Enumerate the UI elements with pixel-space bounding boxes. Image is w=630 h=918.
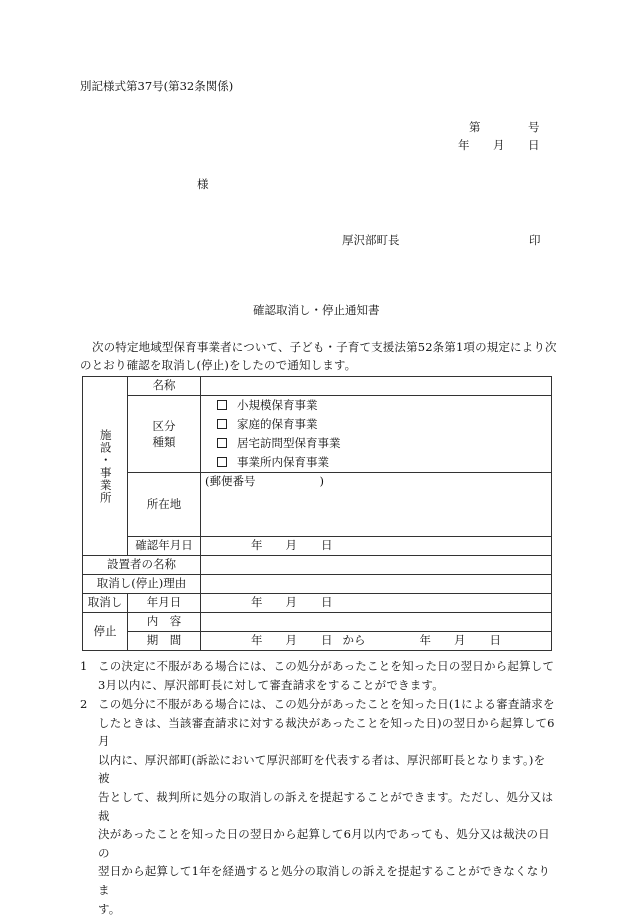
category-options bbox=[201, 396, 552, 473]
option-in-office[interactable] bbox=[201, 453, 551, 472]
name-field[interactable] bbox=[201, 377, 552, 396]
start-day-label: 日 bbox=[321, 633, 333, 648]
founder-field[interactable] bbox=[201, 556, 552, 575]
option-label: 小規模保育事業 bbox=[237, 398, 318, 412]
row-confirm-date bbox=[83, 537, 552, 556]
form-id: 別記様式第37号(第32条関係) bbox=[80, 79, 234, 93]
period-label: 期 間 bbox=[128, 632, 201, 651]
month-label: 月 bbox=[285, 595, 297, 610]
reason-label: 取消し(停止)理由 bbox=[83, 575, 201, 594]
day-label: 日 bbox=[321, 595, 333, 610]
note-line: したときは、当該審査請求に対する裁決があったことを知った日)の翌日から起算して6月 bbox=[98, 715, 555, 749]
confirm-date-field[interactable] bbox=[201, 537, 552, 556]
category-label: 区分 bbox=[152, 419, 176, 433]
row-cancel bbox=[83, 594, 552, 613]
note-line: 決があったことを知った日の翌日から起算して6月以内であっても、処分又は裁決の日の bbox=[98, 827, 550, 860]
seal-mark: 印 bbox=[529, 233, 541, 247]
start-month-label: 月 bbox=[285, 633, 297, 648]
from-label: から bbox=[342, 633, 366, 648]
note-number: 2 bbox=[80, 697, 88, 711]
intro-line-1: 次の特定地域型保育事業者について、子ども・子育て支援法第52条第1項の規定により次 bbox=[92, 340, 557, 354]
date-year-label: 年 bbox=[458, 138, 470, 152]
suspend-content-field[interactable] bbox=[201, 613, 552, 632]
row-suspend-content bbox=[83, 613, 552, 632]
start-year-label: 年 bbox=[251, 633, 263, 648]
option-label: 家庭的保育事業 bbox=[237, 417, 318, 431]
category-label-cell bbox=[128, 396, 201, 473]
intro-line-2: のとおり確認を取消し(停止)をしたので通知します。 bbox=[80, 358, 357, 372]
checkbox-icon[interactable] bbox=[217, 438, 227, 448]
cancel-label: 取消し bbox=[83, 594, 128, 613]
month-label: 月 bbox=[285, 538, 297, 553]
row-name bbox=[83, 377, 552, 396]
suspend-label: 停止 bbox=[83, 613, 128, 651]
option-label: 事業所内保育事業 bbox=[237, 455, 329, 469]
note-1 bbox=[80, 657, 555, 694]
note-number: 1 bbox=[80, 659, 88, 673]
row-suspend-period bbox=[83, 632, 552, 651]
cancel-date-label: 年月日 bbox=[128, 594, 201, 613]
end-year-label: 年 bbox=[419, 633, 431, 648]
option-family[interactable] bbox=[201, 415, 551, 434]
note-line: 告として、裁判所に処分の取消しの訴えを提起することができます。ただし、処分又は裁 bbox=[98, 789, 554, 823]
end-month-label: 月 bbox=[454, 633, 466, 648]
option-label: 居宅訪問型保育事業 bbox=[237, 436, 341, 450]
facility-label: 施設・事業所 bbox=[98, 428, 113, 504]
address-field[interactable] bbox=[201, 473, 552, 537]
note-line: 以内に、厚沢部町(訴訟において厚沢部町を代表する者は、厚沢部町長となります。)を被 bbox=[98, 752, 546, 786]
content-label: 内 容 bbox=[128, 613, 201, 632]
date-day-label: 日 bbox=[528, 138, 540, 152]
note-line: す。 bbox=[98, 901, 121, 916]
name-label: 名称 bbox=[128, 377, 201, 396]
checkbox-icon[interactable] bbox=[217, 400, 227, 410]
suspend-period-field[interactable] bbox=[201, 632, 552, 651]
reason-field[interactable] bbox=[201, 575, 552, 594]
row-address bbox=[83, 473, 552, 537]
facility-header-cell bbox=[83, 377, 128, 556]
document-number-suffix: 号 bbox=[528, 120, 540, 134]
note-line: この処分に不服がある場合には、この処分があったことを知った日(1による審査請求を bbox=[98, 697, 555, 711]
checkbox-icon[interactable] bbox=[217, 419, 227, 429]
notice-table bbox=[82, 376, 552, 651]
year-label: 年 bbox=[251, 595, 263, 610]
note-line: 3月以内に、厚沢部町長に対して審査請求をすることができます。 bbox=[98, 677, 444, 692]
type-label: 種類 bbox=[152, 435, 176, 449]
postal-close: ) bbox=[319, 474, 324, 488]
note-line: 翌日から起算して1年を経過すると処分の取消しの訴えを提起することができなくなりま bbox=[98, 864, 551, 897]
address-label: 所在地 bbox=[128, 473, 201, 537]
note-line: この決定に不服がある場合には、この処分があったことを知った日の翌日から起算して bbox=[98, 659, 555, 673]
founder-label: 設置者の名称 bbox=[83, 556, 201, 575]
date-month-label: 月 bbox=[493, 138, 505, 152]
row-category bbox=[83, 396, 552, 473]
document-title: 確認取消し・停止通知書 bbox=[253, 303, 380, 317]
checkbox-icon[interactable] bbox=[217, 457, 227, 467]
year-label: 年 bbox=[251, 538, 263, 553]
day-label: 日 bbox=[321, 538, 333, 553]
option-small-scale[interactable] bbox=[201, 396, 551, 415]
end-day-label: 日 bbox=[489, 633, 501, 648]
option-home-visit[interactable] bbox=[201, 434, 551, 453]
row-founder bbox=[83, 556, 552, 575]
sender-title: 厚沢部町長 bbox=[342, 233, 400, 247]
note-2 bbox=[80, 695, 555, 918]
row-reason bbox=[83, 575, 552, 594]
confirm-date-label: 確認年月日 bbox=[128, 537, 201, 556]
postal-label: (郵便番号 bbox=[205, 474, 256, 488]
cancel-date-field[interactable] bbox=[201, 594, 552, 613]
document-number-prefix: 第 bbox=[469, 120, 481, 134]
recipient-suffix: 様 bbox=[197, 177, 209, 191]
